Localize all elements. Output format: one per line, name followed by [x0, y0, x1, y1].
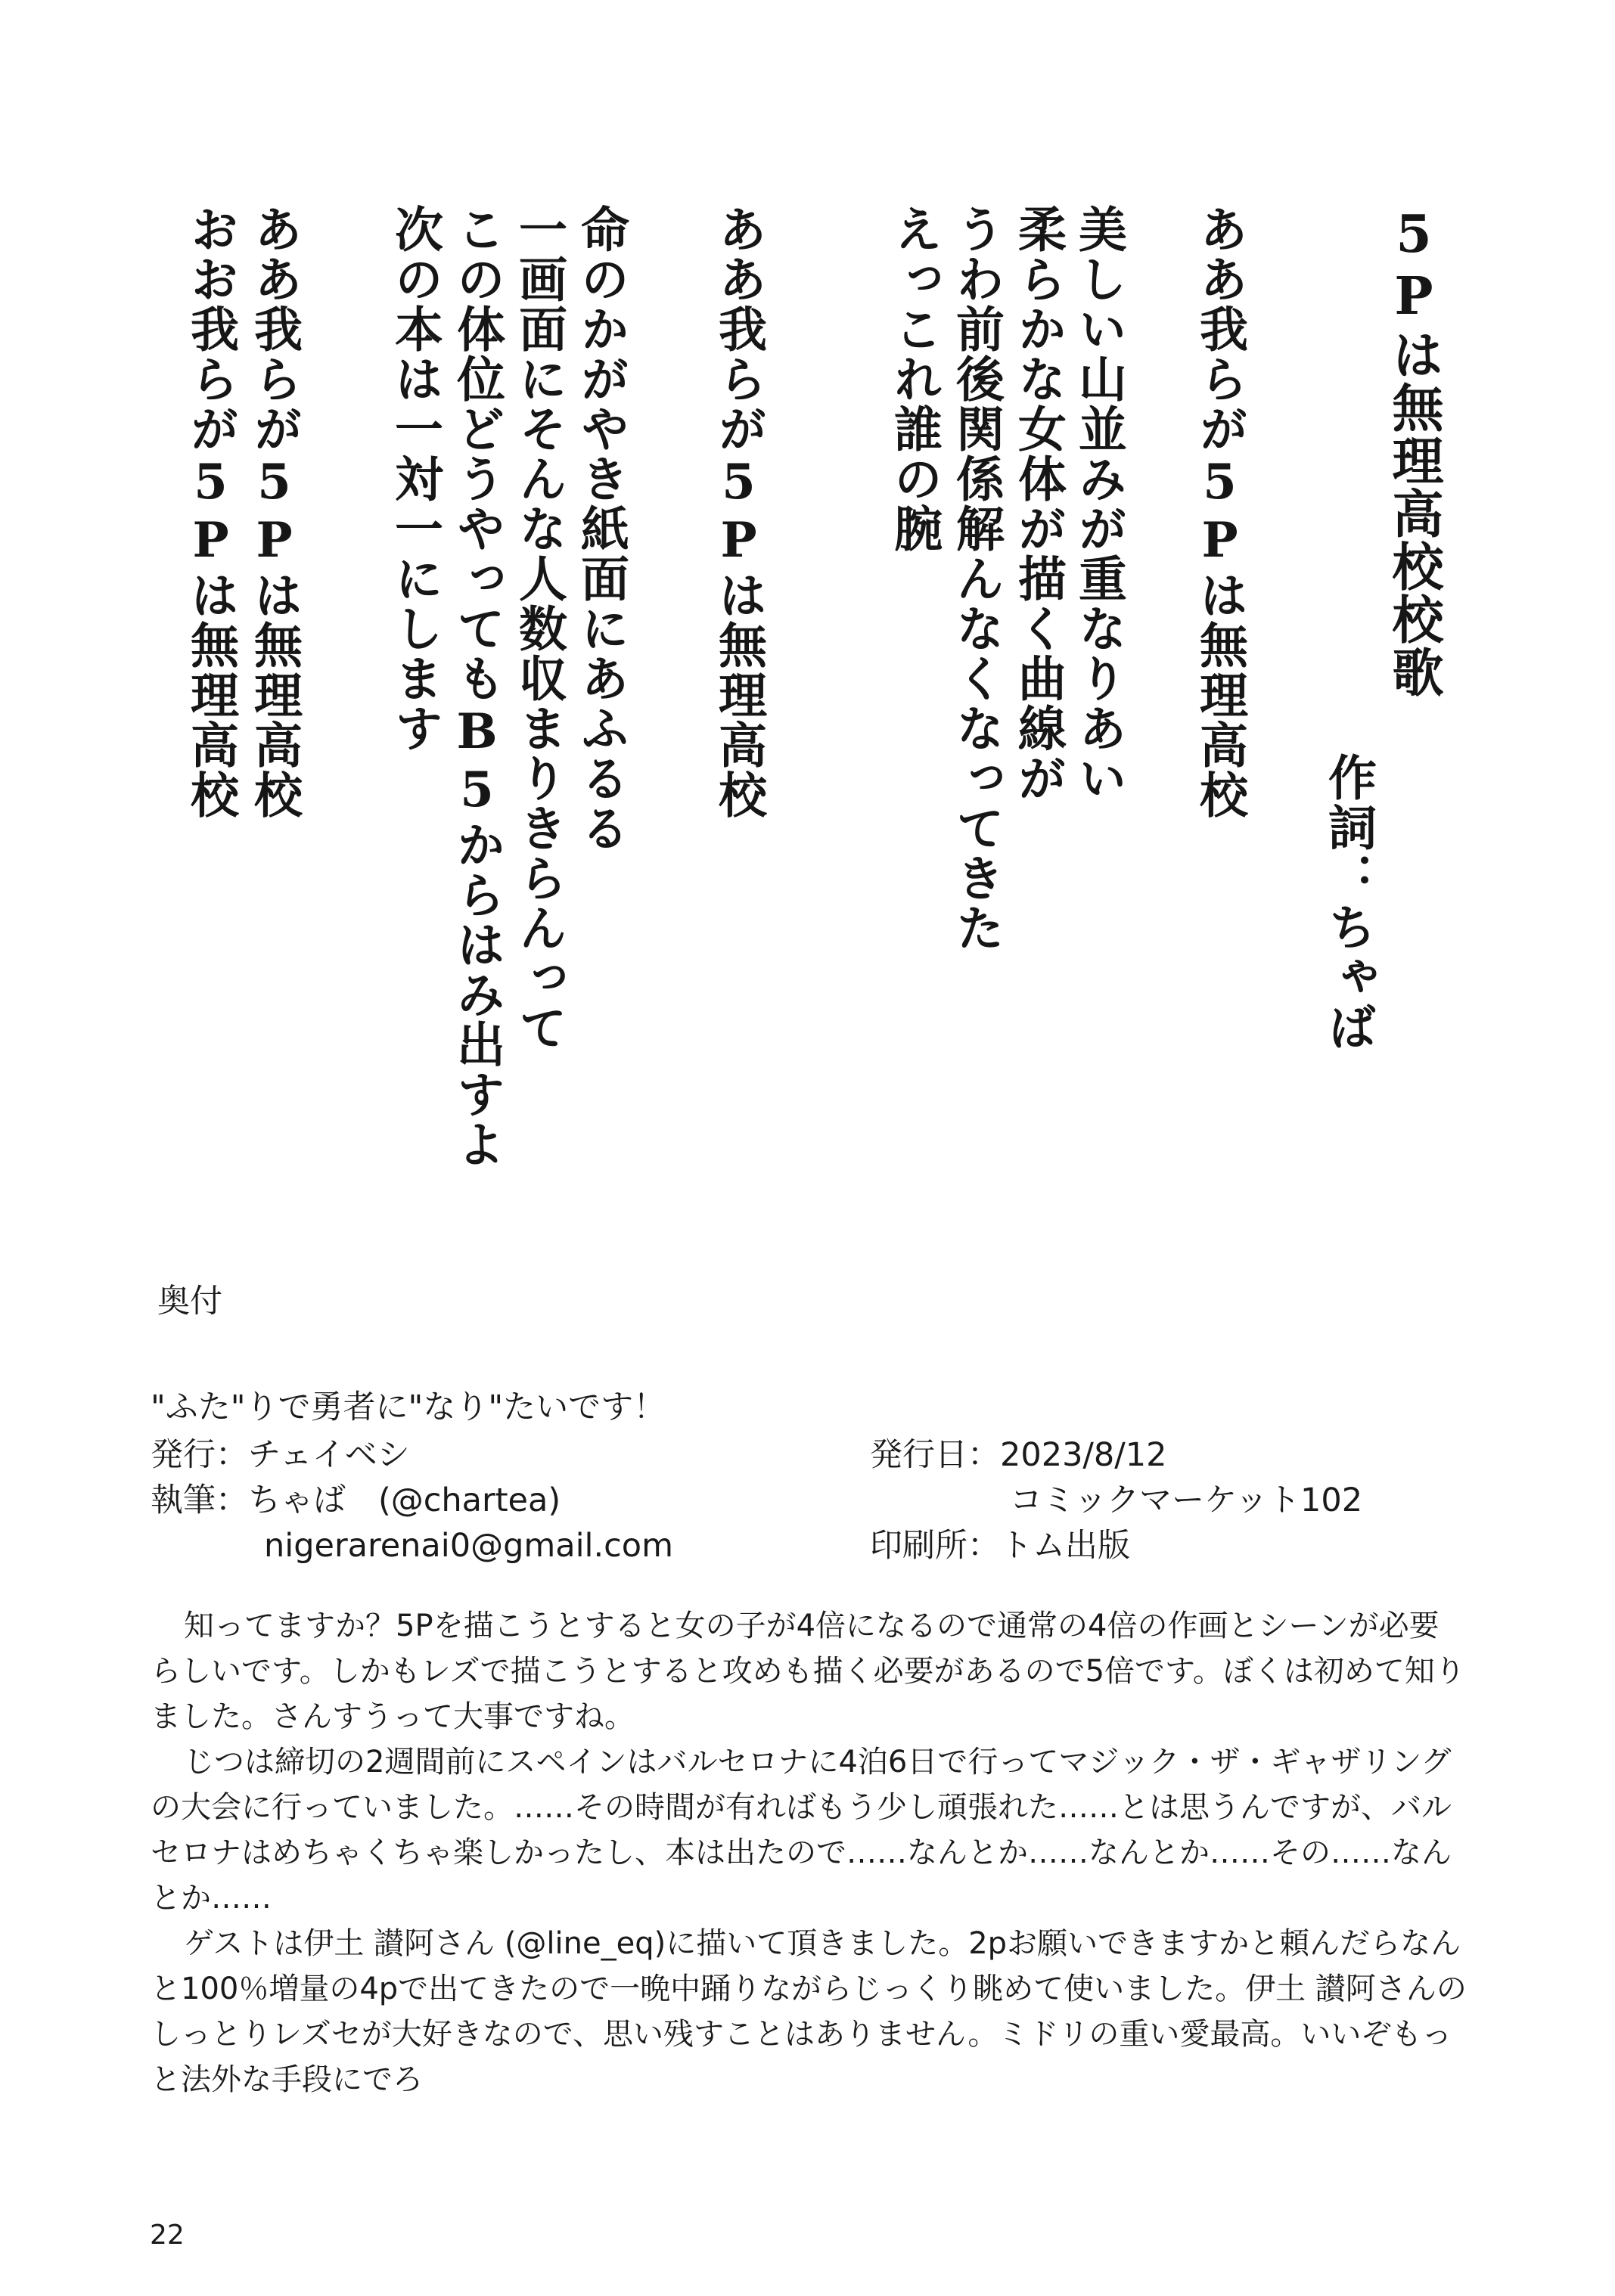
song-credit: 作詞：ちゃば	[1320, 752, 1377, 1052]
lyric-line: 命のかがやき紙面にあふるる	[573, 204, 629, 853]
issue-date-line: 発行日：2023/8/12	[870, 1436, 1167, 1474]
lyric-line: 美しい山並みが重なりあい	[1070, 204, 1127, 803]
song-title: 5Pは無理高校校歌	[1384, 204, 1444, 699]
publisher-line: 発行：チェイベシ	[151, 1436, 410, 1474]
page-number: 22	[150, 2220, 185, 2251]
lyric-line: 一画面にそんな人数収まりきらんって	[511, 204, 567, 1053]
colophon-heading: 奥付	[157, 1283, 222, 1320]
lyric-line: 次の本は一対一にします	[387, 204, 443, 753]
author-line: 執筆：ちゃば (@chartea)	[151, 1482, 561, 1519]
lyric-line: ああ我らが5Pは無理高校	[710, 204, 767, 820]
afterword	[151, 1603, 1467, 2102]
afterword-paragraph: ゲストは伊土 讃阿さん (@line_eq)に描いて頂きました。2pお願いできますかと頼んだらなんと100％増量の4pで出てきたので一晩中踊りながらじっくり眺めて使いました。伊土 讃阿さんのしっとりレズセが大好きなので、思い残すことはありません。ミドリの重い愛最高。いいぞもっと法外な手段にでろ	[151, 1926, 1467, 2097]
afterword-paragraph: 知ってますか？5Pを描こうとすると女の子が4倍になるので通常の4倍の作画とシーンが必要らしいです。しかもレズで描こうとすると攻めも描く必要があるので5倍です。ぼくは初めて知りました。さんすうって大事ですね。	[151, 1609, 1465, 1734]
lyric-line: 柔らかな女体が描く曲線が	[1010, 204, 1067, 803]
event-line: コミックマーケット102	[1010, 1482, 1363, 1519]
book-title: "ふた"りで勇者に"なり"たいです！	[151, 1388, 666, 1426]
lyric-line: ああ我らが5Pは無理高校	[1191, 204, 1248, 820]
email-line: nigerarenai0@gmail.com	[264, 1527, 674, 1565]
afterword-paragraph: じつは締切の2週間前にスペインはバルセロナに4泊6日で行ってマジック・ザ・ギャザリングの大会に行っていました。……その時間が有ればもう少し頑張れた……とは思うんですが、バルセロナはめちゃくちゃ楽しかったし、本は出たので……なんとか……なんとか……その……なんとか……	[151, 1745, 1452, 1916]
lyric-line: ああ我らが5Pは無理高校	[246, 204, 303, 820]
printer-line: 印刷所：トム出版	[870, 1527, 1130, 1565]
lyric-line: おお我らが5Pは無理高校	[182, 204, 239, 820]
lyric-line: えっこれ誰の腕	[886, 204, 943, 554]
lyric-line: うわ前後関係解んなくなってきた	[948, 204, 1005, 953]
lyric-line: この体位どうやってもB5からはみ出すよ	[449, 204, 505, 1169]
